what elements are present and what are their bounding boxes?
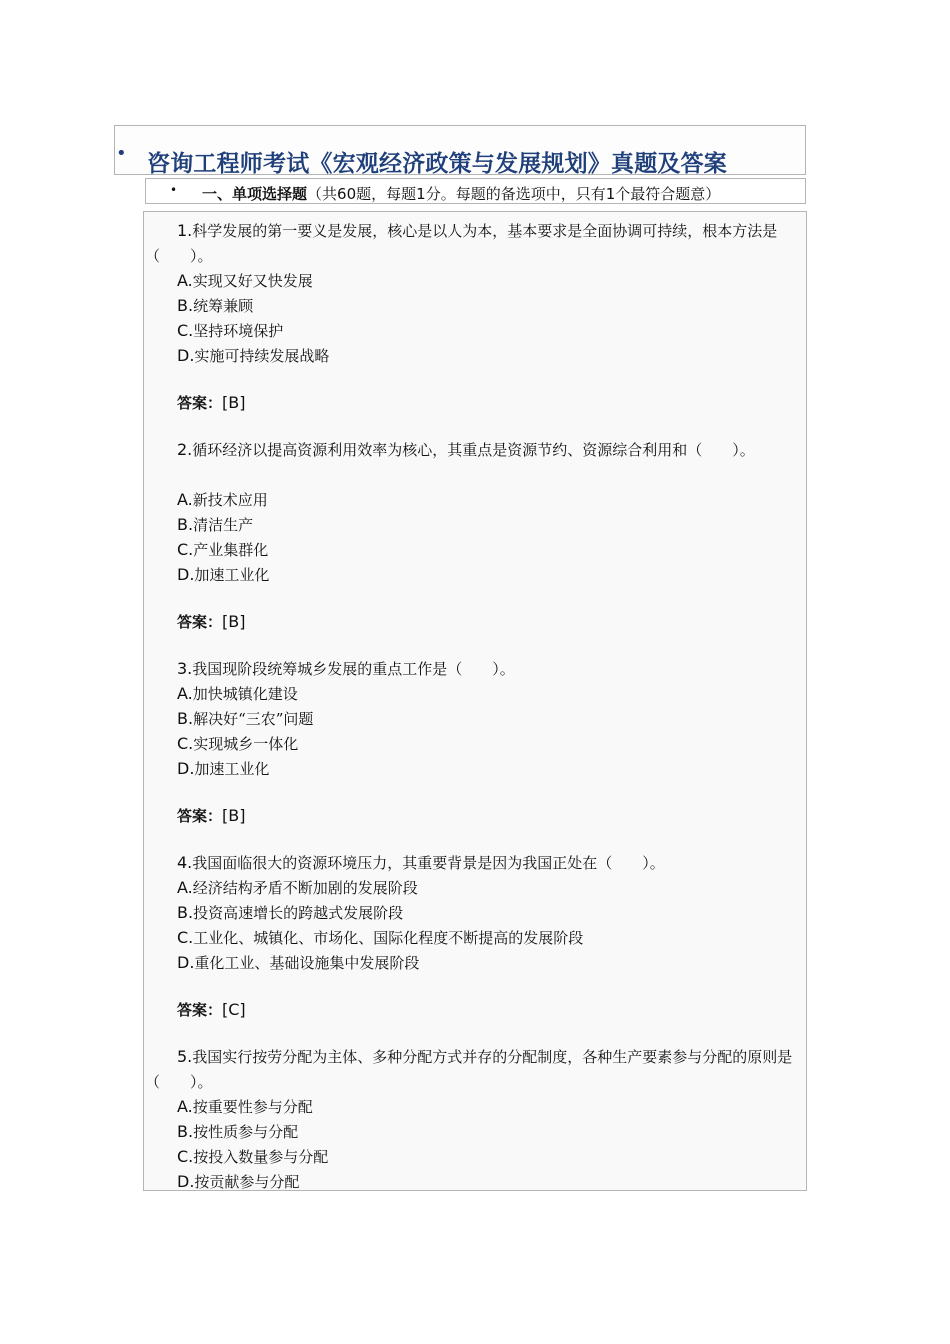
question-text: 循环经济以提高资源利用效率为核心，其重点是资源节约、资源综合利用和（ ）。 [192, 441, 755, 459]
option-letter: B. [177, 296, 194, 315]
option-letter: D. [177, 759, 195, 778]
answer-value: [C] [222, 1000, 246, 1019]
section-note-mid: 题，每题 [356, 185, 417, 203]
question-text: 我国面临很大的资源环境压力，其重要背景是因为我国正处在（ ）。 [192, 854, 665, 872]
option-text: 加速工业化 [194, 760, 270, 778]
answer-line [177, 997, 246, 1023]
section-heading: 一、单项选择题 [202, 185, 308, 203]
question-text: 我国现阶段统筹城乡发展的重点工作是（ ）。 [192, 660, 515, 678]
answer-option [177, 293, 253, 319]
option-letter: A. [177, 271, 193, 290]
option-letter: D. [177, 1172, 195, 1191]
option-letter: B. [177, 515, 194, 534]
answer-option [177, 900, 403, 926]
option-text: 产业集群化 [193, 541, 269, 559]
option-text: 按重要性参与分配 [192, 1098, 313, 1116]
option-text: 实施可持续发展战略 [194, 347, 330, 365]
question-stem [145, 218, 800, 269]
answer-line [177, 609, 245, 635]
option-letter: A. [177, 490, 193, 509]
answer-option [177, 537, 268, 563]
option-letter: D. [177, 565, 195, 584]
question-stem [145, 437, 800, 463]
option-letter: C. [177, 734, 194, 753]
option-letter: D. [177, 953, 195, 972]
answer-option [177, 875, 418, 901]
option-letter: A. [177, 878, 193, 897]
answer-option [177, 681, 298, 707]
option-text: 坚持环境保护 [193, 322, 284, 340]
answer-option [177, 1169, 299, 1195]
question-text: 我国实行按劳分配为主体、多种分配方式并存的分配制度，各种生产要素参与分配的原则是（ ）。 [145, 1048, 793, 1091]
section-bullet: • [170, 183, 178, 197]
answer-option [177, 268, 313, 294]
option-text: 新技术应用 [192, 491, 268, 509]
option-letter: C. [177, 1147, 194, 1166]
option-text: 投资高速增长的跨越式发展阶段 [193, 904, 404, 922]
option-letter: B. [177, 1122, 194, 1141]
document-title: 咨询工程师考试《宏观经济政策与发展规划》真题及答案 [147, 150, 727, 177]
answer-label: 答案： [177, 807, 223, 825]
answer-value: [B] [222, 393, 246, 412]
answer-option [177, 487, 268, 513]
option-text: 经济结构矛盾不断加剧的发展阶段 [192, 879, 418, 897]
option-text: 实现城乡一体化 [193, 735, 299, 753]
option-letter: A. [177, 1097, 193, 1116]
answer-label: 答案： [177, 394, 223, 412]
answer-value: [B] [222, 806, 246, 825]
answer-option [177, 562, 269, 588]
answer-value: [B] [222, 612, 246, 631]
option-letter: C. [177, 321, 194, 340]
answer-option [177, 1119, 298, 1145]
question-number: 5. [177, 1047, 193, 1066]
option-text: 解决好“三农”问题 [193, 710, 314, 728]
answer-option [177, 318, 283, 344]
option-text: 清洁生产 [193, 516, 254, 534]
answer-label: 答案： [177, 1001, 223, 1019]
question-text: 科学发展的第一要义是发展，核心是以人为本，基本要求是全面协调可持续，根本方法是（ ）。 [145, 222, 778, 265]
answer-option [177, 512, 253, 538]
answer-option [177, 1094, 313, 1120]
option-text: 统筹兼顾 [193, 297, 254, 315]
option-letter: C. [177, 540, 194, 559]
question-number: 4. [177, 853, 193, 872]
answer-option [177, 343, 329, 369]
option-letter: A. [177, 684, 193, 703]
question-number: 3. [177, 659, 193, 678]
option-text: 重化工业、基础设施集中发展阶段 [194, 954, 420, 972]
option-text: 实现又好又快发展 [192, 272, 313, 290]
option-letter: B. [177, 903, 194, 922]
answer-option [177, 925, 583, 951]
option-text: 按性质参与分配 [193, 1123, 299, 1141]
title-bullet: • [116, 143, 127, 164]
answer-line [177, 390, 245, 416]
answer-option [177, 950, 419, 976]
question-number: 1. [177, 221, 193, 240]
option-text: 加速工业化 [194, 566, 270, 584]
option-text: 按投入数量参与分配 [193, 1148, 329, 1166]
option-text: 加快城镇化建设 [192, 685, 298, 703]
answer-option [177, 756, 269, 782]
section-note-count: 60 [337, 185, 357, 203]
section-note-score: 1 [416, 185, 426, 203]
section-note-open: （共 [307, 185, 338, 203]
answer-option [177, 706, 313, 732]
option-letter: C. [177, 928, 194, 947]
answer-option [177, 1144, 328, 1170]
option-text: 按贡献参与分配 [194, 1173, 300, 1191]
option-letter: B. [177, 709, 194, 728]
option-letter: D. [177, 346, 195, 365]
section-heading-line [202, 183, 720, 204]
answer-label: 答案： [177, 613, 223, 631]
option-text: 工业化、城镇化、市场化、国际化程度不断提高的发展阶段 [193, 929, 584, 947]
section-note-rest: 分。每题的备选项中，只有 [425, 185, 606, 203]
question-stem [145, 656, 800, 682]
section-note-one: 1 [605, 185, 616, 203]
question-stem [145, 1044, 800, 1095]
question-number: 2. [177, 440, 193, 459]
answer-line [177, 803, 245, 829]
section-note-end: 个最符合题意） [615, 185, 721, 203]
answer-option [177, 731, 298, 757]
question-stem [145, 850, 800, 876]
